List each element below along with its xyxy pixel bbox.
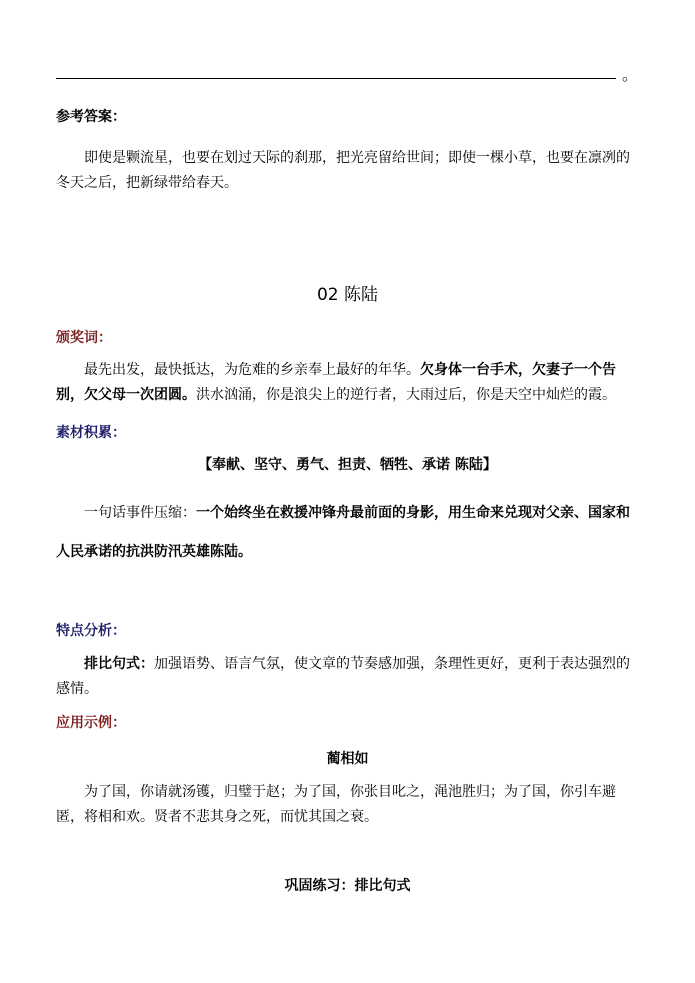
award-label: 颁奖词： [56,330,112,346]
answer-blank-line [56,78,616,79]
feature-text: 加强语势、语言气氛，使文章的节奏感加强，条理性更好，更利于表达强烈的感情。 [56,656,630,697]
award-paragraph [56,358,642,408]
summary-prefix: 一句话事件压缩： [84,505,196,521]
award-text-1: 最先出发，最快抵达，为危难的乡亲奉上最好的年华。 [84,362,420,378]
answer-paragraph: 即使是颗流星，也要在划过天际的刹那，把光亮留给世间；即使一棵小草，也要在凛冽的冬天之后，把新绿带给春天。 [56,150,630,191]
feature-label: 特点分析： [56,623,126,639]
example-label: 应用示例： [56,715,126,731]
example-paragraph: 为了国，你请就汤镬，归璧于赵；为了国，你张目叱之，渑池胜归；为了国，你引车避匿，将相和欢。贤者不悲其身之死，而忧其国之衰。 [56,784,616,825]
summary-paragraph [56,494,642,572]
feature-paragraph [56,652,642,702]
practice-title: 巩固练习：排比句式 [284,878,411,894]
award-text-bold: 欠身体一台手术，欠妻子一个告别，欠父母一次团圆。 [56,362,616,403]
material-label: 素材积累： [56,425,126,441]
period-mark: 。 [622,65,639,84]
answer-label: 参考答案： [56,109,126,125]
section-title: 02 陈陆 [316,285,379,305]
summary-bold: 一个始终坐在救援冲锋舟最前面的身影，用生命来兑现对父亲、国家和人民承诺的抗洪防汛英雄陈陆。 [56,505,630,560]
feature-bold: 排比句式： [84,656,154,672]
keywords-line: 【奉献、坚守、勇气、担责、牺牲、承诺 陈陆】 [198,457,497,473]
award-text-2: 洪水汹涌，你是浪尖上的逆行者，大雨过后，你是天空中灿烂的霞。 [196,387,616,403]
example-title: 蔺相如 [326,751,369,767]
